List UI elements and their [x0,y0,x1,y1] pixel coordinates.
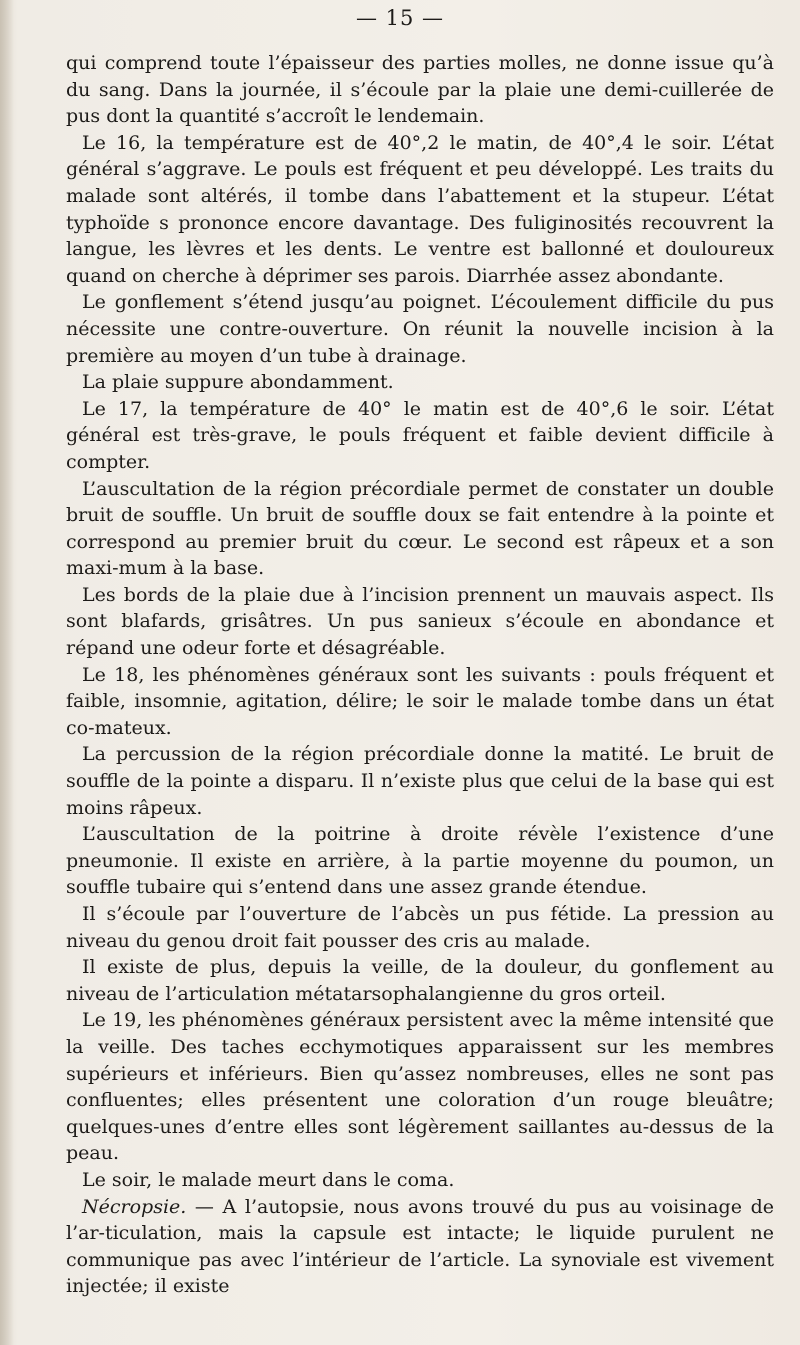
paragraph: Le 19, les phénomènes généraux persistent avec la même intensité que la veille. Des taches ecchymotiques apparaissent sur les membres supérieurs et inférieurs. Bien qu’assez nombreuses, elles ne sont pas confluentes; elles présentent une coloration d’un rouge bleuâtre; quelques-unes d’entre elles sont légèrement saillantes au-dessus de la peau. [66,1009,774,1165]
body-text [66,50,774,1300]
paragraph: Les bords de la plaie due à l’incision prennent un mauvais aspect. Ils sont blafards, grisâtres. Un pus sanieux s’écoule en abondance et répand une odeur forte et désagréable. [66,583,774,660]
paragraph: qui comprend toute l’épaisseur des parties molles, ne donne issue qu’à du sang. Dans la journée, il s’écoule par la plaie une demi-cuillerée de pus dont la quantité s’accroît le lendemain. [66,52,774,128]
paragraph: L’auscultation de la région précordiale permet de constater un double bruit de souffle. Un bruit de souffle doux se fait entendre à la pointe et correspond au premier bruit du cœur. Le second est râpeux et a son maxi-mum à la base. [66,477,774,580]
paragraph: Il s’écoule par l’ouverture de l’abcès un pus fétide. La pression au niveau du genou droit fait pousser des cris au malade. [66,903,774,952]
paragraph: L’auscultation de la poitrine à droite révèle l’existence d’une pneumonie. Il existe en arrière, à la partie moyenne du poumon, un souffle tubaire qui s’entend dans une assez grande étendue. [66,823,774,899]
necropsy-paragraph [66,1194,774,1300]
necropsy-text: — A l’autopsie, nous avons trouvé du pus au voisinage de l’ar-ticulation, mais la capsule est intacte; le liquide purulent ne communique pas avec l’intérieur de l’article. La synoviale est vivement injectée; il existe [66,1195,774,1298]
binding-shadow [0,0,14,1345]
paragraph: Le 18, les phénomènes généraux sont les suivants : pouls fréquent et faible, insomnie, agitation, délire; le soir le malade tombe dans un état co-mateux. [66,663,774,739]
paragraph: Le gonflement s’étend jusqu’au poignet. L’écoulement difficile du pus nécessite une contre-ouverture. On réunit la nouvelle incision à la première au moyen d’un tube à drainage. [66,291,774,367]
paragraph: Il existe de plus, depuis la veille, de la douleur, du gonflement au niveau de l’articulation métatarsophalangienne du gros orteil. [66,956,774,1005]
paragraph: Le 17, la température de 40° le matin est de 40°,6 le soir. L’état général est très-grave, le pouls fréquent et faible devient difficile à compter. [66,397,774,473]
paragraph: La percussion de la région précordiale donne la matité. Le bruit de souffle de la pointe a disparu. Il n’existe plus que celui de la base qui est moins râpeux. [66,743,774,819]
page-number: — 15 — [355,6,445,30]
paragraph: Le soir, le malade meurt dans le coma. [82,1168,455,1191]
paragraph: Le 16, la température est de 40°,2 le matin, de 40°,4 le soir. L’état général s’aggrave. Le pouls est fréquent et peu développé. Les traits du malade sont altérés, il tombe dans l’abattement et la stupeur. L’état typhoïde s prononce encore davantage. Des fuliginosités recouvrent la langue, les lèvres et les dents. Le ventre est ballonné et douloureux quand on cherche à déprimer ses parois. Diarrhée assez abondante. [66,131,774,287]
paragraph: La plaie suppure abondamment. [82,371,394,394]
necropsy-title: Nécropsie. [82,1195,187,1218]
